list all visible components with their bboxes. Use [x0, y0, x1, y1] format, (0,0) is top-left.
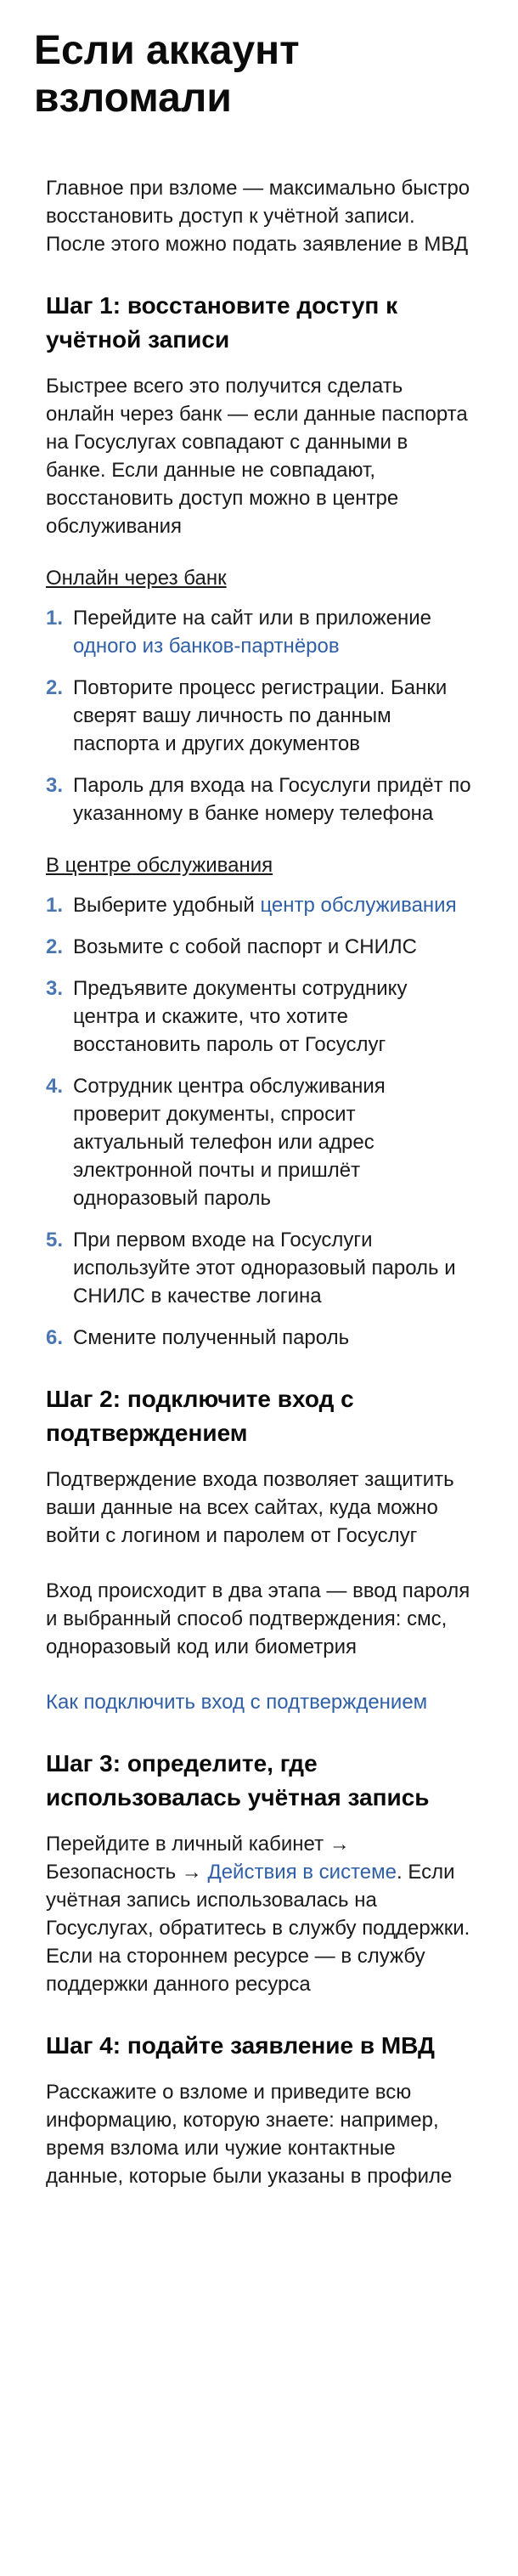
page	[0, 27, 518, 2190]
list-item-text-part: Выберите удобный	[73, 894, 261, 917]
list-number: 2.	[46, 676, 64, 699]
list-item-text: Предъявите документы сотруднику центра и скажите, что хотите восстановить пароль от Госуслуг	[73, 977, 408, 1056]
list-item-text: Смените полученный пароль	[73, 1326, 350, 1349]
step-3-section	[46, 1747, 472, 1998]
step-3-heading: Шаг 3: определите, где использовалась учётная запись	[46, 1750, 430, 1811]
list-item-text	[73, 604, 472, 660]
step-1-heading: Шаг 1: восстановите доступ к учётной записи	[46, 292, 398, 353]
step-2-link-paragraph	[46, 1688, 472, 1716]
online-steps-list	[46, 604, 472, 828]
step-2-heading: Шаг 2: подключите вход с подтверждением	[46, 1386, 354, 1446]
list-number: 5.	[46, 1229, 64, 1251]
step-2-section	[46, 1382, 472, 1716]
partner-banks-link[interactable]: одного из банков-партнёров	[73, 635, 340, 658]
list-item	[46, 1324, 472, 1352]
list-item-text: При первом входе на Госуслуги используйте этот одноразовый пароль и СНИЛС в качестве логина	[73, 1229, 456, 1308]
list-number: 1.	[46, 607, 64, 630]
step-4-heading: Шаг 4: подайте заявление в МВД	[46, 2032, 435, 2059]
step-2-paragraph-1: Подтверждение входа позволяет защитить ваши данные на всех сайтах, куда можно войти с логином и паролем от Госуслуг	[46, 1468, 454, 1547]
list-number: 6.	[46, 1326, 64, 1349]
list-item	[46, 974, 472, 1059]
list-item	[46, 604, 472, 660]
step-3-text-part: Перейдите в личный кабинет → Безопасность →	[46, 1833, 350, 1884]
step-1-section	[46, 289, 472, 1352]
list-item	[46, 933, 472, 961]
list-number: 4.	[46, 1075, 64, 1098]
step-3-text-part: . Если учётная запись использовалась на Госуслугах, обратитесь в службу поддержки. Если на стороннем ресурсе — в службу поддержки данного ресурса	[46, 1861, 470, 1996]
list-number: 3.	[46, 774, 64, 797]
list-item	[46, 891, 472, 919]
list-number: 1.	[46, 894, 64, 917]
step-4-section	[46, 2029, 472, 2190]
system-actions-link[interactable]: Действия в системе	[207, 1861, 397, 1884]
step-3-text	[46, 1830, 472, 1998]
center-steps-list	[46, 891, 472, 1352]
list-item-text: Сотрудник центра обслуживания проверит документы, спросит актуальный телефон или адрес электронной почты и пришлёт одноразовый пароль	[73, 1075, 386, 1210]
list-item	[46, 771, 472, 828]
list-item-text: Пароль для входа на Госуслуги придёт по указанному в банке номеру телефона	[73, 774, 471, 825]
list-item-text-part: Перейдите на сайт или в приложение	[73, 607, 431, 630]
online-subheading: Онлайн через банк	[46, 567, 227, 590]
center-subheading: В центре обслуживания	[46, 854, 273, 877]
enable-confirmation-link[interactable]: Как подключить вход с подтверждением	[46, 1691, 428, 1714]
lead-paragraph: Главное при взломе — максимально быстро восстановить доступ к учётной записи. После этого можно подать заявление в МВД	[46, 177, 470, 256]
list-number: 2.	[46, 935, 64, 958]
step-2-paragraph-2: Вход происходит в два этапа — ввод пароля и выбранный способ подтверждения: смс, одноразовый код или биометрия	[46, 1579, 470, 1658]
service-center-link[interactable]: центр обслуживания	[260, 894, 457, 917]
page-title: Если аккаунт взломали	[34, 28, 300, 121]
step-1-text: Быстрее всего это получится сделать онлайн через банк — если данные паспорта на Госуслугах совпадают с данными в банке. Если данные не совпадают, восстановить доступ можно в центре обслуживания	[46, 375, 468, 538]
list-item	[46, 1226, 472, 1310]
list-number: 3.	[46, 977, 64, 1000]
article-content	[34, 174, 484, 2190]
step-4-text: Расскажите о взломе и приведите всю информацию, которую знаете: например, время взлома или чужие контактные данные, которые были указаны в профиле	[46, 2081, 453, 2188]
list-item-text	[73, 891, 472, 919]
list-item-text: Повторите процесс регистрации. Банки сверят вашу личность по данным паспорта и других документов	[73, 676, 448, 755]
list-item-text: Возьмите с собой паспорт и СНИЛС	[73, 935, 417, 958]
list-item	[46, 1072, 472, 1212]
list-item	[46, 674, 472, 758]
